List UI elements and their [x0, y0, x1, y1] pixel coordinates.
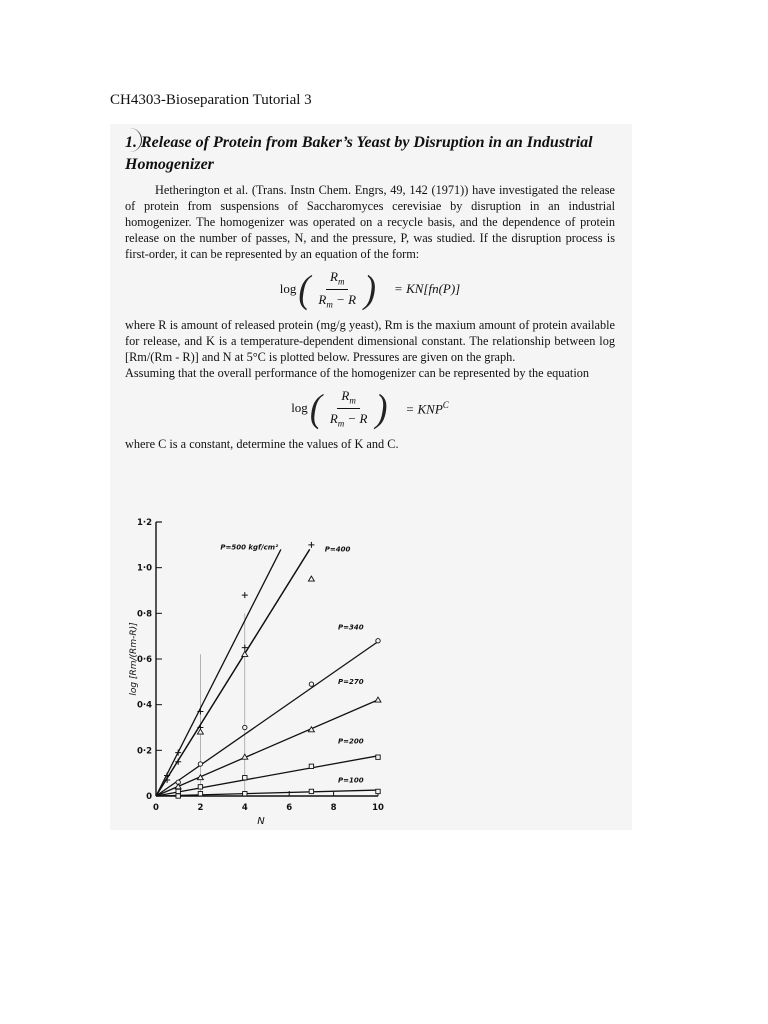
eq1-log: log	[279, 281, 297, 297]
eq1-rhs: = KN[fn(P)]	[394, 281, 461, 297]
x-tick-label: 4	[241, 803, 248, 813]
series-line	[156, 549, 310, 796]
data-point-triangle	[308, 576, 314, 581]
data-point-circle	[376, 639, 380, 643]
eq2-close-paren: )	[375, 386, 388, 431]
data-point-square	[198, 792, 202, 796]
eq2-open-paren: (	[309, 386, 322, 431]
data-point-square	[243, 776, 247, 780]
y-tick-label: 0	[146, 792, 152, 802]
data-point-circle	[243, 725, 247, 729]
protein-release-chart	[122, 510, 402, 825]
problem-title-text: Release of Protein from Baker’s Yeast by Disruption in an Industrial Homogenizer	[125, 134, 593, 173]
data-point-triangle	[375, 697, 381, 702]
data-point-square	[309, 789, 313, 793]
equation-first-order	[125, 267, 615, 312]
x-axis-label: N	[257, 816, 265, 825]
data-point-plus	[175, 750, 181, 756]
x-tick-label: 10	[372, 803, 384, 813]
series-label: P=500 kgf/cm²	[220, 543, 279, 552]
data-point-square	[198, 785, 202, 789]
paragraph-definitions: where R is amount of released protein (mg/g yeast), Rm is the maxium amount of protein available for release, and K is a temperature-dependent dimensional constant. The relationship between log [Rm/(Rm - R)] and N at 5°C is plotted below. Pressures are given on the graph.	[125, 318, 615, 365]
eq1-open-paren: (	[298, 267, 311, 312]
data-point-square	[243, 792, 247, 796]
data-point-square	[176, 789, 180, 793]
data-point-square	[376, 755, 380, 759]
equation-power-law	[125, 386, 615, 431]
data-point-square	[376, 789, 380, 793]
y-tick-label: 1·2	[136, 518, 152, 528]
x-tick-label: 0	[153, 803, 159, 813]
eq1-close-paren: )	[364, 267, 377, 312]
series-line	[156, 642, 378, 796]
eq1-numerator: $R_m$	[326, 269, 348, 290]
series-label: P=100	[338, 776, 364, 785]
eq2-denominator: $R_m - R$	[329, 410, 368, 429]
data-point-triangle	[175, 784, 181, 789]
data-point-plus	[308, 542, 314, 548]
y-tick-label: 0·8	[136, 609, 152, 620]
y-axis-label: log [Rm/(Rm-R)]	[129, 622, 139, 696]
paragraph-intro: Hetherington et al. (Trans. Instn Chem. Engrs, 49, 142 (1971)) have investigated the release of protein from suspensions of Saccharomyces cerevisiae by disruption in an industrial homogenizer. The homogenizer was operated on a recycle basis, and the dependence of protein release on the number of passes, N, and the pressure, P, was studied. If the disruption process is first-order, it can be represented by an equation of the form:	[125, 183, 615, 261]
series-label: P=400	[324, 545, 351, 554]
data-point-plus	[242, 592, 248, 598]
data-point-square	[176, 794, 180, 798]
y-tick-label: 1·0	[136, 563, 152, 574]
problem-number: 1.	[125, 132, 137, 154]
series-line	[156, 790, 378, 796]
x-tick-label: 6	[286, 803, 293, 813]
paragraph-assumption: Assuming that the overall performance of the homogenizer can be represented by the equation	[125, 366, 590, 381]
data-point-square	[309, 764, 313, 768]
y-tick-label: 0·4	[136, 700, 152, 711]
eq2-log: log	[291, 400, 308, 416]
eq2-numerator: $R_m$	[337, 388, 359, 409]
x-tick-label: 8	[330, 803, 337, 813]
eq1-fraction	[314, 269, 360, 309]
series-line	[156, 549, 281, 796]
eq1-denominator: $R_m - R$	[318, 291, 357, 310]
series-label: P=340	[338, 623, 364, 632]
y-tick-label: 0·6	[136, 655, 152, 665]
data-point-circle	[309, 682, 313, 686]
document-header: CH4303-Bioseparation Tutorial 3	[110, 92, 312, 108]
x-tick-label: 2	[197, 803, 204, 813]
series-label: P=200	[338, 737, 364, 746]
y-tick-label: 0·2	[136, 746, 152, 757]
problem-block	[125, 132, 615, 452]
data-point-circle	[198, 762, 202, 766]
paragraph-question: where C is a constant, determine the values of K and C.	[125, 437, 399, 452]
eq2-rhs: = $KNP^C$	[405, 399, 449, 416]
data-point-triangle	[242, 651, 248, 656]
problem-title	[125, 132, 615, 176]
eq2-fraction	[326, 388, 372, 428]
series-label: P=270	[338, 678, 364, 687]
data-point-triangle	[197, 729, 203, 734]
